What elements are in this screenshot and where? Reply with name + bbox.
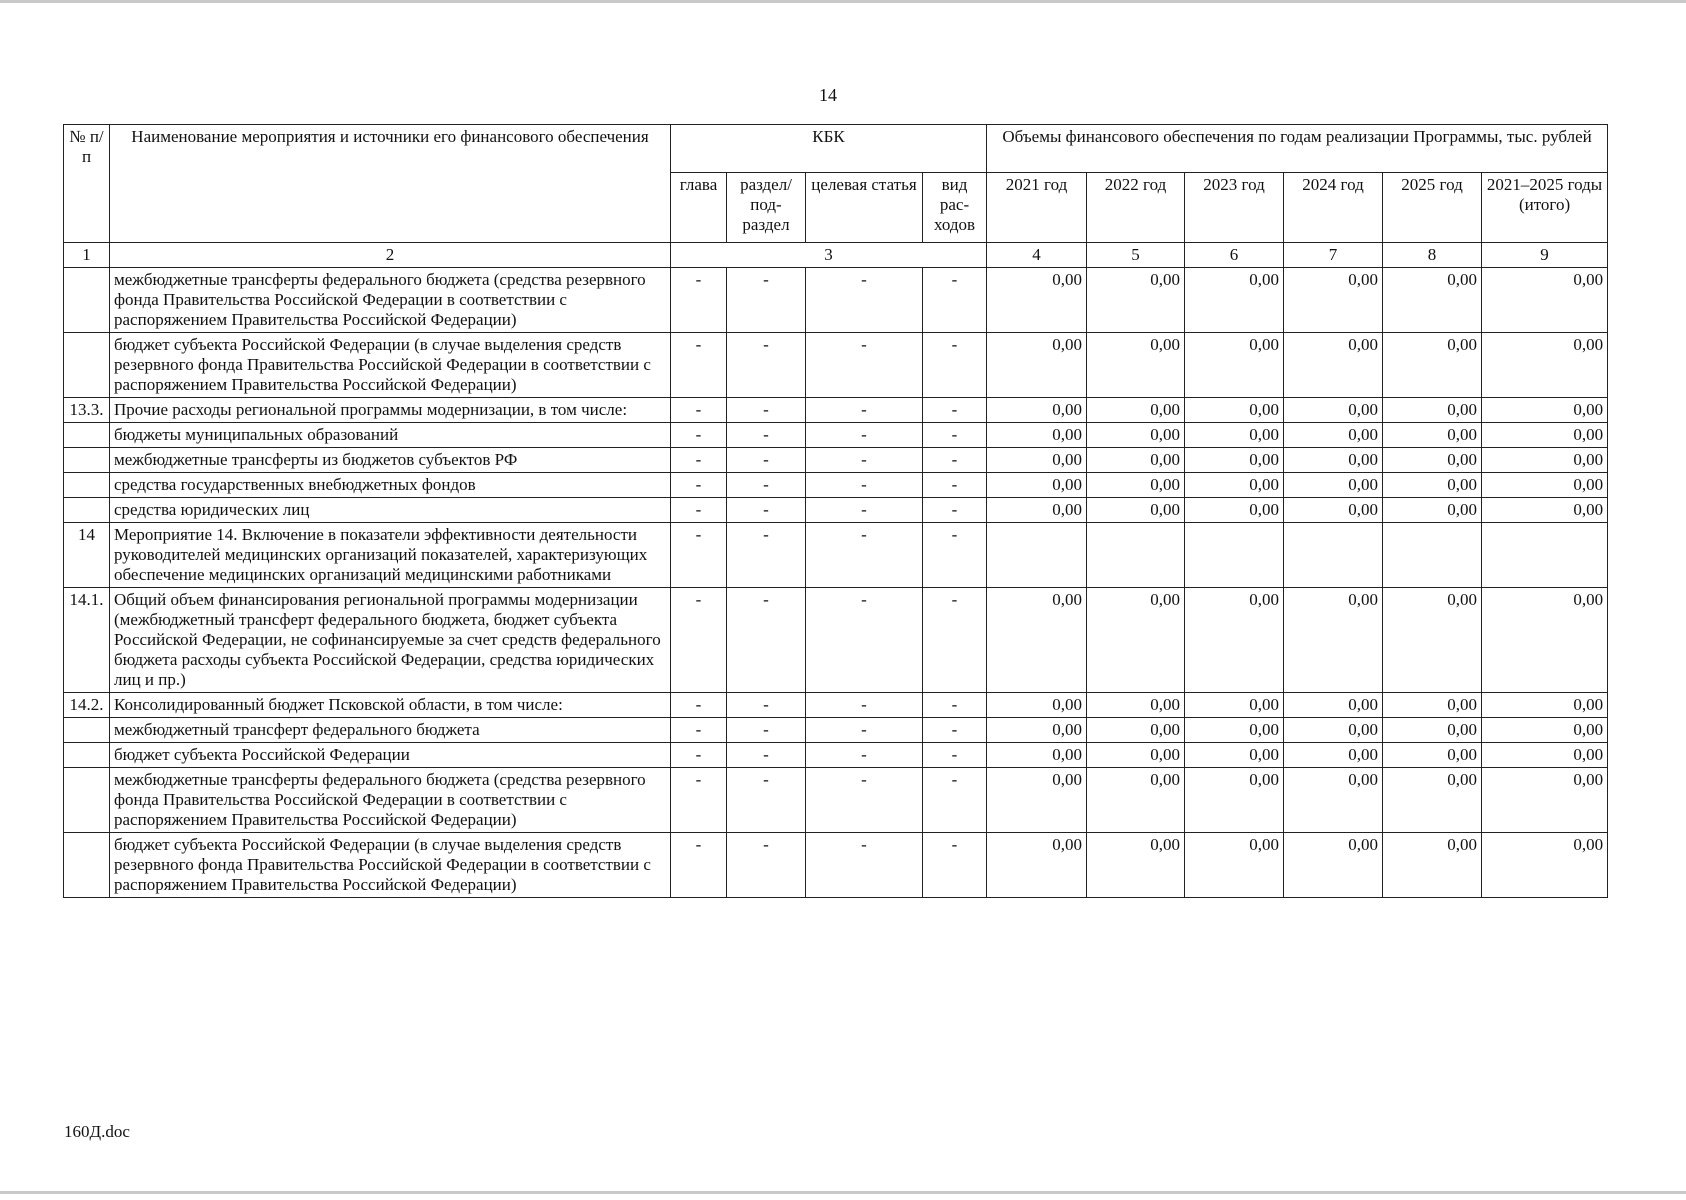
row-number <box>64 768 110 833</box>
header-year-total: 2021–2025 годы (итого) <box>1482 173 1608 243</box>
value-2021: 0,00 <box>987 588 1087 693</box>
value-2023: 0,00 <box>1185 718 1284 743</box>
kbk-razdel: - <box>727 743 806 768</box>
value-2024: 0,00 <box>1284 588 1383 693</box>
value-2021: 0,00 <box>987 718 1087 743</box>
header-vid: вид рас- ходов <box>923 173 987 243</box>
kbk-vid: - <box>923 588 987 693</box>
value-2024: 0,00 <box>1284 423 1383 448</box>
col-number: 5 <box>1087 243 1185 268</box>
header-year-2024: 2024 год <box>1284 173 1383 243</box>
col-number: 7 <box>1284 243 1383 268</box>
row-name: бюджет субъекта Российской Федерации (в случае выделения средств резервного фонда Правительства Российской Федерации в соответствии с распоряжением Правительства Российской Федерации) <box>110 833 671 898</box>
value-2022: 0,00 <box>1087 693 1185 718</box>
kbk-glava: - <box>671 268 727 333</box>
row-name: бюджеты муниципальных образований <box>110 423 671 448</box>
kbk-glava: - <box>671 588 727 693</box>
value-2025: 0,00 <box>1383 268 1482 333</box>
value-total: 0,00 <box>1482 833 1608 898</box>
kbk-glava: - <box>671 448 727 473</box>
value-2025: 0,00 <box>1383 718 1482 743</box>
header-year-2023: 2023 год <box>1185 173 1284 243</box>
row-number <box>64 498 110 523</box>
value-2023: 0,00 <box>1185 768 1284 833</box>
value-2023: 0,00 <box>1185 588 1284 693</box>
kbk-celevaya: - <box>806 588 923 693</box>
financing-table <box>63 124 1608 898</box>
value-2023: 0,00 <box>1185 333 1284 398</box>
kbk-vid: - <box>923 693 987 718</box>
kbk-glava: - <box>671 743 727 768</box>
kbk-celevaya: - <box>806 333 923 398</box>
value-2024: 0,00 <box>1284 398 1383 423</box>
kbk-celevaya: - <box>806 268 923 333</box>
kbk-celevaya: - <box>806 448 923 473</box>
table-row <box>64 398 1608 423</box>
kbk-glava: - <box>671 523 727 588</box>
kbk-vid: - <box>923 423 987 448</box>
kbk-celevaya: - <box>806 718 923 743</box>
kbk-vid: - <box>923 268 987 333</box>
value-2021: 0,00 <box>987 423 1087 448</box>
row-name: средства государственных внебюджетных фондов <box>110 473 671 498</box>
value-total: 0,00 <box>1482 268 1608 333</box>
value-2021: 0,00 <box>987 333 1087 398</box>
value-2024: 0,00 <box>1284 693 1383 718</box>
header-year-2021: 2021 год <box>987 173 1087 243</box>
col-number: 8 <box>1383 243 1482 268</box>
value-2025: 0,00 <box>1383 398 1482 423</box>
value-2025: 0,00 <box>1383 498 1482 523</box>
kbk-razdel: - <box>727 693 806 718</box>
value-2022: 0,00 <box>1087 743 1185 768</box>
header-year-2025: 2025 год <box>1383 173 1482 243</box>
value-2025: 0,00 <box>1383 833 1482 898</box>
row-name: бюджет субъекта Российской Федерации <box>110 743 671 768</box>
row-name: межбюджетные трансферты из бюджетов субъектов РФ <box>110 448 671 473</box>
kbk-razdel: - <box>727 718 806 743</box>
kbk-razdel: - <box>727 448 806 473</box>
value-total: 0,00 <box>1482 768 1608 833</box>
kbk-celevaya: - <box>806 743 923 768</box>
value-2025: 0,00 <box>1383 693 1482 718</box>
value-2023: 0,00 <box>1185 693 1284 718</box>
kbk-celevaya: - <box>806 523 923 588</box>
row-name: средства юридических лиц <box>110 498 671 523</box>
value-2021: 0,00 <box>987 268 1087 333</box>
header-razdel: раздел/ под- раздел <box>727 173 806 243</box>
kbk-glava: - <box>671 768 727 833</box>
value-2023: 0,00 <box>1185 498 1284 523</box>
kbk-razdel: - <box>727 423 806 448</box>
value-2022: 0,00 <box>1087 268 1185 333</box>
value-2022: 0,00 <box>1087 833 1185 898</box>
value-2022: 0,00 <box>1087 333 1185 398</box>
kbk-celevaya: - <box>806 498 923 523</box>
header-num: № п/п <box>64 125 110 243</box>
value-total: 0,00 <box>1482 398 1608 423</box>
value-2023: 0,00 <box>1185 743 1284 768</box>
value-2021: 0,00 <box>987 398 1087 423</box>
kbk-vid: - <box>923 398 987 423</box>
kbk-razdel: - <box>727 833 806 898</box>
value-2024: 0,00 <box>1284 333 1383 398</box>
row-name: Консолидированный бюджет Псковской области, в том числе: <box>110 693 671 718</box>
row-number <box>64 833 110 898</box>
table-row <box>64 743 1608 768</box>
value-total: 0,00 <box>1482 693 1608 718</box>
value-total: 0,00 <box>1482 423 1608 448</box>
value-2022: 0,00 <box>1087 448 1185 473</box>
col-number: 9 <box>1482 243 1608 268</box>
kbk-celevaya: - <box>806 423 923 448</box>
kbk-razdel: - <box>727 498 806 523</box>
value-2022: 0,00 <box>1087 768 1185 833</box>
table-row <box>64 833 1608 898</box>
value-2022: 0,00 <box>1087 473 1185 498</box>
value-2024: 0,00 <box>1284 498 1383 523</box>
value-2025: 0,00 <box>1383 423 1482 448</box>
kbk-glava: - <box>671 833 727 898</box>
value-2023: 0,00 <box>1185 268 1284 333</box>
col-number: 3 <box>671 243 987 268</box>
value-2023: 0,00 <box>1185 833 1284 898</box>
value-total: 0,00 <box>1482 743 1608 768</box>
row-number: 14 <box>64 523 110 588</box>
table-row <box>64 333 1608 398</box>
col-number: 6 <box>1185 243 1284 268</box>
kbk-vid: - <box>923 523 987 588</box>
value-2025: 0,00 <box>1383 448 1482 473</box>
value-total: 0,00 <box>1482 498 1608 523</box>
value-total: 0,00 <box>1482 588 1608 693</box>
value-2024: 0,00 <box>1284 473 1383 498</box>
value-2023: 0,00 <box>1185 473 1284 498</box>
value-2022 <box>1087 523 1185 588</box>
value-total: 0,00 <box>1482 718 1608 743</box>
value-2022: 0,00 <box>1087 588 1185 693</box>
col-number: 4 <box>987 243 1087 268</box>
row-number <box>64 743 110 768</box>
value-2022: 0,00 <box>1087 423 1185 448</box>
document-filename: 160Д.doc <box>64 1122 130 1141</box>
value-2023: 0,00 <box>1185 398 1284 423</box>
kbk-vid: - <box>923 718 987 743</box>
row-name: Прочие расходы региональной программы модернизации, в том числе: <box>110 398 671 423</box>
value-2025: 0,00 <box>1383 473 1482 498</box>
value-2021: 0,00 <box>987 743 1087 768</box>
value-2024: 0,00 <box>1284 268 1383 333</box>
row-name: межбюджетные трансферты федерального бюджета (средства резервного фонда Правительства Российской Федерации в соответствии с распоряжением Правительства Российской Федерации) <box>110 768 671 833</box>
kbk-razdel: - <box>727 473 806 498</box>
table-row <box>64 718 1608 743</box>
kbk-razdel: - <box>727 768 806 833</box>
table-header <box>64 125 1608 268</box>
kbk-celevaya: - <box>806 833 923 898</box>
kbk-glava: - <box>671 693 727 718</box>
header-kbk: КБК <box>671 125 987 173</box>
row-number <box>64 448 110 473</box>
header-volumes: Объемы финансового обеспечения по годам реализации Программы, тыс. рублей <box>987 125 1608 173</box>
row-name: Мероприятие 14. Включение в показатели эффективности деятельности руководителей медицинских организаций показателей, характеризующих обеспечение медицинских организаций медицинскими работниками <box>110 523 671 588</box>
scan-top-edge <box>0 0 1686 3</box>
value-2021: 0,00 <box>987 833 1087 898</box>
kbk-vid: - <box>923 768 987 833</box>
value-2025: 0,00 <box>1383 768 1482 833</box>
kbk-vid: - <box>923 743 987 768</box>
value-2022: 0,00 <box>1087 718 1185 743</box>
value-2022: 0,00 <box>1087 498 1185 523</box>
value-total <box>1482 523 1608 588</box>
value-2024 <box>1284 523 1383 588</box>
table-row <box>64 473 1608 498</box>
value-total: 0,00 <box>1482 333 1608 398</box>
value-2023: 0,00 <box>1185 448 1284 473</box>
value-2022: 0,00 <box>1087 398 1185 423</box>
header-year-2022: 2022 год <box>1087 173 1185 243</box>
row-number <box>64 268 110 333</box>
page-number: 14 <box>819 85 837 105</box>
kbk-glava: - <box>671 398 727 423</box>
kbk-glava: - <box>671 718 727 743</box>
kbk-glava: - <box>671 333 727 398</box>
value-2021: 0,00 <box>987 498 1087 523</box>
value-2021: 0,00 <box>987 448 1087 473</box>
kbk-vid: - <box>923 833 987 898</box>
value-2021: 0,00 <box>987 693 1087 718</box>
value-2021: 0,00 <box>987 768 1087 833</box>
value-2025 <box>1383 523 1482 588</box>
kbk-vid: - <box>923 498 987 523</box>
kbk-razdel: - <box>727 333 806 398</box>
table-row <box>64 588 1608 693</box>
row-number: 14.2. <box>64 693 110 718</box>
table-row <box>64 693 1608 718</box>
row-number <box>64 718 110 743</box>
row-number <box>64 333 110 398</box>
table-body <box>64 268 1608 898</box>
kbk-vid: - <box>923 448 987 473</box>
row-name: бюджет субъекта Российской Федерации (в случае выделения средств резервного фонда Правительства Российской Федерации в соответствии с распоряжением Правительства Российской Федерации) <box>110 333 671 398</box>
value-2024: 0,00 <box>1284 743 1383 768</box>
table-row <box>64 768 1608 833</box>
value-2021: 0,00 <box>987 473 1087 498</box>
kbk-glava: - <box>671 498 727 523</box>
kbk-glava: - <box>671 423 727 448</box>
value-2024: 0,00 <box>1284 768 1383 833</box>
value-total: 0,00 <box>1482 448 1608 473</box>
kbk-celevaya: - <box>806 768 923 833</box>
row-number <box>64 423 110 448</box>
value-2024: 0,00 <box>1284 448 1383 473</box>
value-2025: 0,00 <box>1383 333 1482 398</box>
kbk-glava: - <box>671 473 727 498</box>
row-name: межбюджетные трансферты федерального бюджета (средства резервного фонда Правительства Российской Федерации в соответствии с распоряжением Правительства Российской Федерации) <box>110 268 671 333</box>
col-number: 1 <box>64 243 110 268</box>
row-number: 13.3. <box>64 398 110 423</box>
value-2021 <box>987 523 1087 588</box>
table-row <box>64 448 1608 473</box>
header-celevaya: целевая статья <box>806 173 923 243</box>
value-2025: 0,00 <box>1383 588 1482 693</box>
kbk-vid: - <box>923 473 987 498</box>
table-row <box>64 498 1608 523</box>
value-total: 0,00 <box>1482 473 1608 498</box>
value-2023 <box>1185 523 1284 588</box>
kbk-vid: - <box>923 333 987 398</box>
kbk-razdel: - <box>727 398 806 423</box>
kbk-celevaya: - <box>806 398 923 423</box>
kbk-razdel: - <box>727 268 806 333</box>
row-name: межбюджетный трансферт федерального бюджета <box>110 718 671 743</box>
value-2024: 0,00 <box>1284 833 1383 898</box>
kbk-razdel: - <box>727 523 806 588</box>
row-number: 14.1. <box>64 588 110 693</box>
value-2023: 0,00 <box>1185 423 1284 448</box>
scan-bottom-edge <box>0 1191 1686 1194</box>
value-2024: 0,00 <box>1284 718 1383 743</box>
table-row <box>64 423 1608 448</box>
table-row <box>64 268 1608 333</box>
header-glava: глава <box>671 173 727 243</box>
row-number <box>64 473 110 498</box>
kbk-celevaya: - <box>806 693 923 718</box>
row-name: Общий объем финансирования региональной программы модернизации (межбюджетный трансферт федерального бюджета, бюджет субъекта Российской Федерации, не софинансируемые за счет средств федерального бюджета расходы субъекта Российской Федерации, средства юридических лиц и пр.) <box>110 588 671 693</box>
kbk-razdel: - <box>727 588 806 693</box>
col-number: 2 <box>110 243 671 268</box>
kbk-celevaya: - <box>806 473 923 498</box>
table-row <box>64 523 1608 588</box>
header-name: Наименование мероприятия и источники его финансового обеспечения <box>110 125 671 243</box>
value-2025: 0,00 <box>1383 743 1482 768</box>
